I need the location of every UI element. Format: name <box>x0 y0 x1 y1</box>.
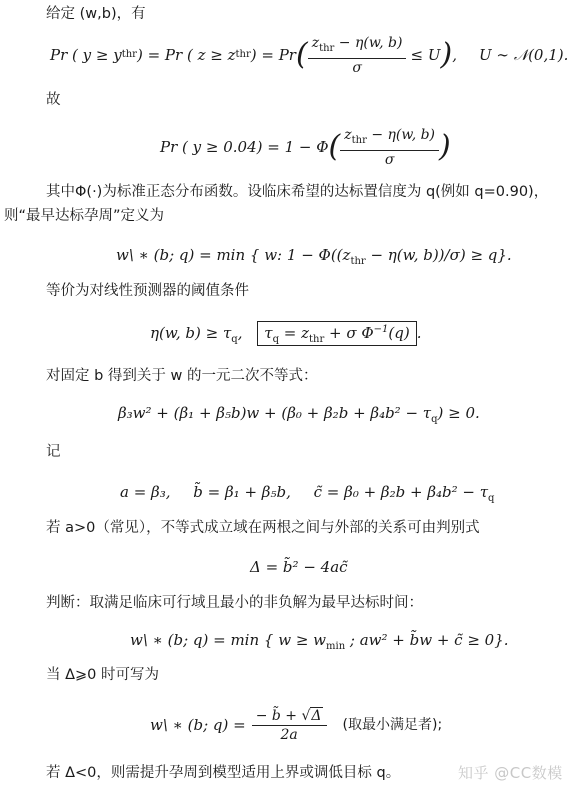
text-note: 记 <box>46 444 61 460</box>
text-given: 给定 (w,b)，有 <box>46 6 146 22</box>
equation-earliest-week-definition: w\ ∗ (b; q) = min { w: $1 - \Phi((z_{thr} - \eta(w$, b))/σ) ≥ q}. <box>116 246 512 267</box>
text-judgement: 判断：取满足临床可行域且最小的非负解为最早达标时间： <box>46 595 423 611</box>
text-discriminant-intro: 若 a>0（常见），不等式成立域在两根之间与外部的关系可由判别式 <box>46 520 480 536</box>
text-fix-b: 对固定 b 得到关于 w 的一元二次不等式： <box>46 368 318 384</box>
equation-coefficients: a = β₃, b̃ = β₁ + β₅b, c̃ = $\beta_0 + \beta_2b + \beta_4b^2 - \tau_q$ <box>120 483 495 504</box>
text-equivalence: 等价为对线性预测器的阈值条件 <box>46 283 249 299</box>
equation-discriminant: Δ = b̃² − 4ac̃ <box>250 558 348 576</box>
watermark-zhihu: 知乎 @CC数模 <box>458 764 563 782</box>
equation-probability-cdf: Pr ( y ≥ 0.04) = 1 − Φ ( $\frac{z_{thr} - \eta(w, b)}{\sigma}$ ) <box>160 126 451 168</box>
boxed-tau-definition: $\tau_q = z_{thr} + \sigma$ $\Phi^{-1}(q)$ <box>257 321 416 346</box>
equation-probability-threshold: Pr ( y ≥ y thr ) = Pr ( z ≥ z thr ) = Pr ( $\frac{z_{thr} - \eta(w, b)}{\sigma}$ ≤ U ) , U ∼ 𝒩(0,1). <box>50 34 569 76</box>
text-therefore: 故 <box>46 92 61 108</box>
equation-quadratic-inequality: $\beta_3w^2 + (\beta_1 + \beta_5b)w + (\beta_0 + \beta_2b + \beta_4b^2 - \tau_q) \ge 0$. <box>118 404 480 425</box>
equation-threshold-condition: η(w, $b) \ge \tau_q$, $\tau_q = z_{thr} + \sigma$ $\Phi^{-1}(q)$ . <box>150 320 422 350</box>
equation-minimum-feasible: w\ ∗ (b; q) = min { $w \ge w_{min}$ ; aw² + b̃w + c̃ ≥ 0}. <box>130 631 509 652</box>
text-when-nonnegative: 当 Δ⩾0 时可写为 <box>46 667 160 683</box>
equation-root-solution: w\ ∗ (b; q) = $\frac{- b̃ + √\Delta}{2a}$ (取最小满足者); <box>150 707 443 743</box>
text-phi-intro: 其中Φ(·)为标准正态分布函数。设临床希望的达标置信度为 q(例如 q=0.90)， <box>46 184 549 200</box>
text-negative-discriminant: 若 Δ<0，则需提升孕周到模型适用上界或调低目标 q。 <box>46 765 401 781</box>
text-definition-intro: 则“最早达标孕周”定义为 <box>4 208 165 224</box>
